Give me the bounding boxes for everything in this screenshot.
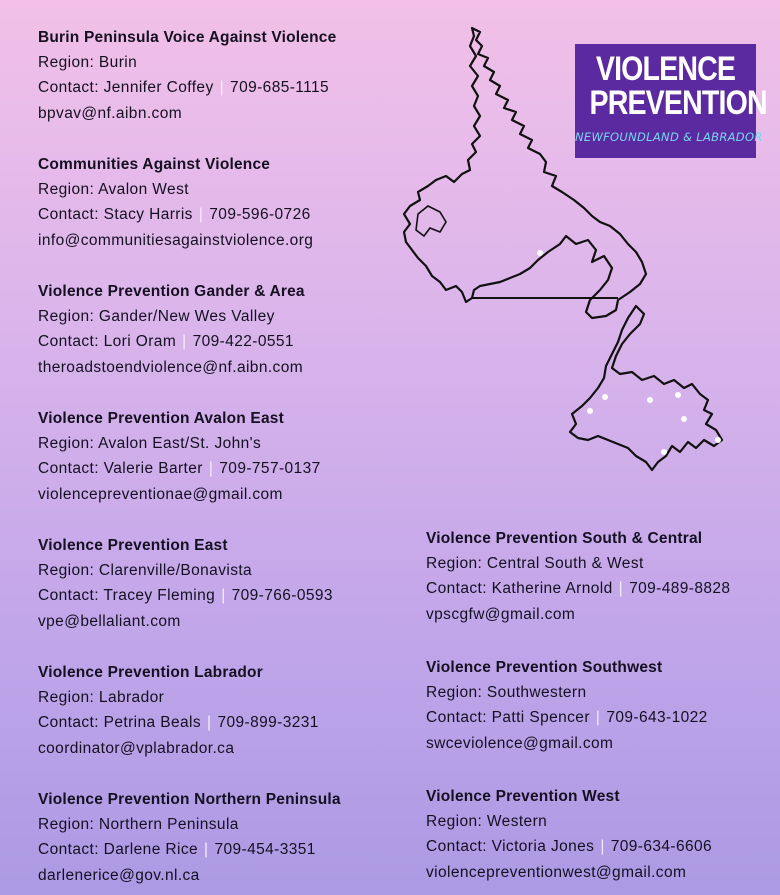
org-region: Region: Southwestern [426,684,587,701]
org-phone[interactable]: 709-634-6606 [610,838,713,856]
org-region: Region: Northern Peninsula [38,816,239,833]
org-entry-avalon-west [38,152,313,253]
org-name: Violence Prevention Gander & Area [38,283,305,300]
separator: | [595,709,601,727]
org-phone[interactable]: 709-422-0551 [192,333,294,351]
org-phone[interactable]: 709-685-1115 [230,79,330,97]
org-entry-south-central [426,526,730,627]
org-contact-line [38,202,313,227]
org-entry-southwest [426,655,708,756]
org-email[interactable]: swceviolence@gmail.com [426,734,614,752]
org-entry-east [38,533,333,634]
org-name: Violence Prevention West [426,788,620,805]
map-dot [647,397,653,403]
org-name: Violence Prevention Northern Peninsula [38,791,341,808]
org-name: Violence Prevention Southwest [426,659,663,676]
org-contact: Contact: Katherine Arnold [426,580,613,598]
map-dot [587,408,593,414]
org-phone[interactable]: 709-596-0726 [209,206,311,224]
org-phone[interactable]: 709-489-8828 [629,580,731,598]
logo-line-1: VIOLENCE [595,50,736,88]
org-region: Region: Labrador [38,689,165,706]
org-name: Violence Prevention Labrador [38,664,263,681]
org-region: Region: Western [426,813,548,830]
separator: | [221,587,226,605]
org-phone[interactable]: 709-899-3231 [217,714,319,732]
org-contact: Contact: Lori Oram [38,333,177,351]
org-contact-line [426,834,712,859]
org-phone[interactable]: 709-454-3351 [214,841,316,859]
org-phone[interactable]: 709-643-1022 [606,709,708,727]
org-contact: Contact: Darlene Rice [38,841,199,859]
org-contact-line [38,329,305,354]
org-phone[interactable]: 709-766-0593 [231,587,333,605]
separator: | [208,460,214,478]
org-name: Violence Prevention East [38,537,228,554]
org-contact: Contact: Jennifer Coffey [38,79,214,97]
map-dot [715,437,721,443]
org-contact-line [38,710,319,735]
separator: | [204,841,209,859]
org-email[interactable]: theroadstoendviolence@nf.aibn.com [38,358,304,376]
org-contact-line [426,576,730,601]
map-dot [661,449,667,455]
violence-prevention-logo [575,44,767,158]
org-contact: Contact: Petrina Beals [38,714,202,732]
org-contact-line [38,456,321,481]
org-entry-avalon-east [38,406,321,507]
logo-line-3: NEWFOUNDLAND & LABRADOR [575,130,763,144]
org-contact-line [426,705,708,730]
org-contact: Contact: Stacy Harris [38,206,193,224]
org-name: Communities Against Violence [38,156,271,173]
org-region: Region: Burin [38,54,138,71]
org-email[interactable]: info@communitiesagainstviolence.org [38,231,314,249]
org-region: Region: Avalon West [38,181,189,198]
map-dot [602,394,608,400]
org-entry-northern-peninsula [38,787,341,888]
org-entry-west [426,784,712,885]
org-email[interactable]: vpe@bellaliant.com [38,612,181,630]
org-region: Region: Avalon East/St. John's [38,435,262,452]
separator: | [618,580,624,598]
logo-line-2: PREVENTION [589,84,767,122]
org-contact-line [38,837,341,862]
org-region: Region: Gander/New Wes Valley [38,308,275,325]
org-contact: Contact: Patti Spencer [426,709,590,727]
org-email[interactable]: darlenerice@gov.nl.ca [38,866,200,884]
org-contact: Contact: Victoria Jones [426,838,595,856]
map-dot [675,392,681,398]
org-phone[interactable]: 709-757-0137 [219,460,321,478]
org-email[interactable]: violencepreventionwest@gmail.com [426,863,687,881]
org-name: Burin Peninsula Voice Against Violence [38,29,337,46]
org-contact: Contact: Valerie Barter [38,460,203,478]
separator: | [182,333,187,351]
org-name: Violence Prevention Avalon East [38,410,284,427]
org-entry-burin [38,25,336,126]
org-entry-labrador [38,660,319,761]
org-email[interactable]: coordinator@vplabrador.ca [38,739,235,757]
org-contact-line [38,75,336,100]
org-contact: Contact: Tracey Fleming [38,587,216,605]
separator: | [219,79,225,97]
org-entry-gander [38,279,305,380]
separator: | [207,714,212,732]
org-contact-line [38,583,333,608]
separator: | [198,206,204,224]
org-email[interactable]: bpvav@nf.aibn.com [38,104,183,122]
org-email[interactable]: vpscgfw@gmail.com [426,605,576,623]
org-email[interactable]: violencepreventionae@gmail.com [38,485,283,503]
map-dot [537,250,543,256]
org-region: Region: Clarenville/Bonavista [38,562,253,579]
org-name: Violence Prevention South & Central [426,530,703,547]
org-region: Region: Central South & West [426,555,644,572]
separator: | [600,838,605,856]
map-dot [681,416,687,422]
